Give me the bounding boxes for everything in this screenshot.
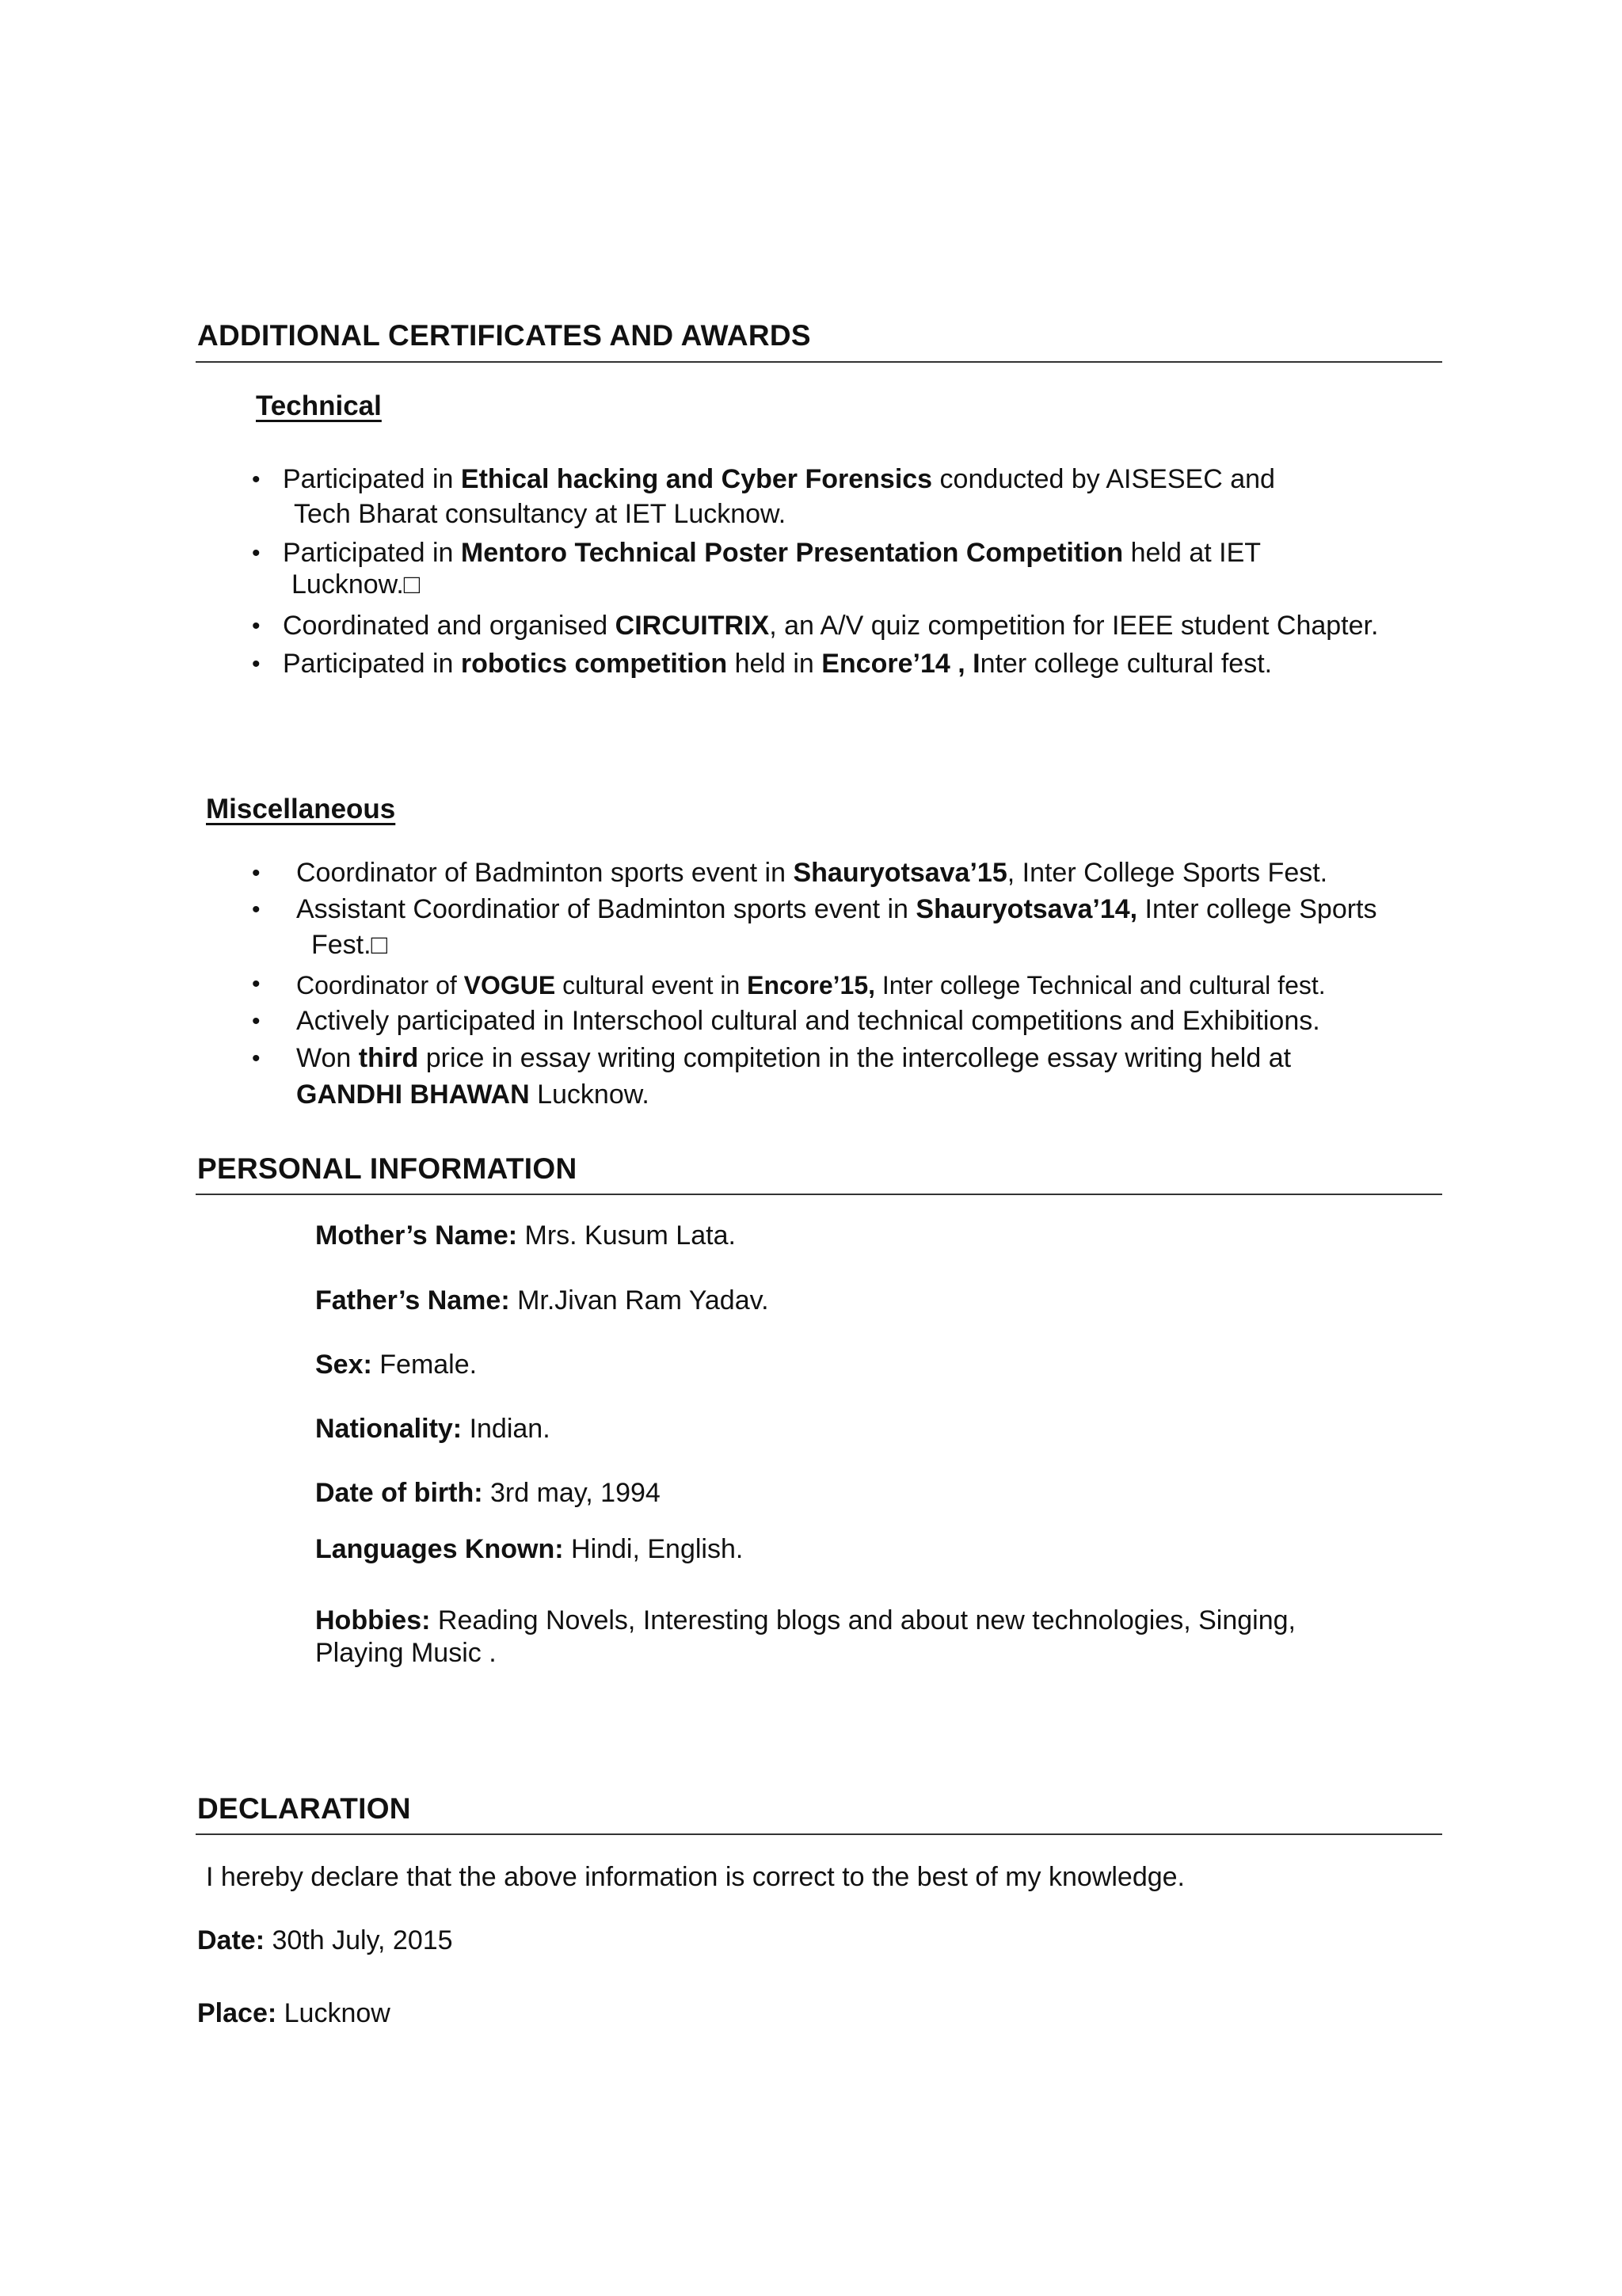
field-date-of-birth: Date of birth: 3rd may, 1994 — [315, 1478, 661, 1508]
declaration-rule — [196, 1833, 1442, 1835]
technical-item-4: Participated in robotics competition held in Encore’14 , Inter college cultural fest. — [283, 649, 1273, 679]
bullet: • — [252, 540, 261, 566]
field-hobbies: Hobbies: Reading Novels, Interesting blogs and about new technologies, Singing, Playing Music . — [315, 1605, 1296, 1668]
misc-item-2-line-2: Fest.□ — [311, 930, 388, 960]
technical-item-1-line-2: Tech Bharat consultancy at IET Lucknow. — [294, 499, 786, 529]
personal-rule — [196, 1194, 1442, 1195]
bullet: • — [252, 1008, 261, 1034]
field-sex: Sex: Female. — [315, 1350, 478, 1380]
declaration-text: I hereby declare that the above information is correct to the best of my knowledge. — [206, 1862, 1186, 1892]
technical-item-2: Participated in Mentoro Technical Poster Presentation Competition held at IET — [283, 538, 1262, 568]
bullet: • — [252, 860, 261, 886]
misc-item-2: Assistant Coordinatior of Badminton sports event in Shauryotsava’14, Inter college Sports — [296, 894, 1377, 924]
field-nationality: Nationality: Indian. — [315, 1414, 550, 1444]
technical-item-2-line-2: Lucknow.□ — [291, 569, 421, 600]
misc-item-1: Coordinator of Badminton sports event in Shauryotsava’15, Inter College Sports Fest. — [296, 858, 1328, 888]
field-languages: Languages Known: Hindi, English. — [315, 1534, 744, 1564]
certificates-rule — [196, 361, 1442, 363]
technical-item-1: Participated in Ethical hacking and Cyber Forensics conducted by AISESEC and — [283, 464, 1275, 494]
certificates-heading: ADDITIONAL CERTIFICATES AND AWARDS — [197, 319, 811, 352]
misc-item-5-line-2: GANDHI BHAWAN Lucknow. — [296, 1079, 649, 1110]
misc-item-3: Coordinator of VOGUE cultural event in Encore’15, Inter college Technical and cultural fest. — [296, 971, 1326, 1000]
bullet: • — [252, 1045, 261, 1072]
technical-heading: Technical — [256, 390, 382, 421]
bullet: • — [252, 897, 261, 923]
bullet: • — [252, 613, 261, 639]
field-mothers-name: Mother’s Name: Mrs. Kusum Lata. — [315, 1220, 736, 1251]
bullet: • — [252, 971, 261, 997]
declaration-date: Date: 30th July, 2015 — [197, 1925, 453, 1955]
miscellaneous-heading: Miscellaneous — [206, 794, 396, 824]
misc-item-5: Won third price in essay writing compitetion in the intercollege essay writing held at — [296, 1043, 1292, 1073]
personal-heading: PERSONAL INFORMATION — [197, 1152, 577, 1185]
misc-item-4: Actively participated in Interschool cultural and technical competitions and Exhibitions. — [296, 1006, 1320, 1036]
bullet: • — [252, 651, 261, 677]
declaration-heading: DECLARATION — [197, 1792, 411, 1825]
technical-item-3: Coordinated and organised CIRCUITRIX, an A/V quiz competition for IEEE student Chapter. — [283, 611, 1379, 641]
field-fathers-name: Father’s Name: Mr.Jivan Ram Yadav. — [315, 1285, 769, 1316]
bullet: • — [252, 466, 261, 493]
declaration-place: Place: Lucknow — [197, 1998, 390, 2028]
